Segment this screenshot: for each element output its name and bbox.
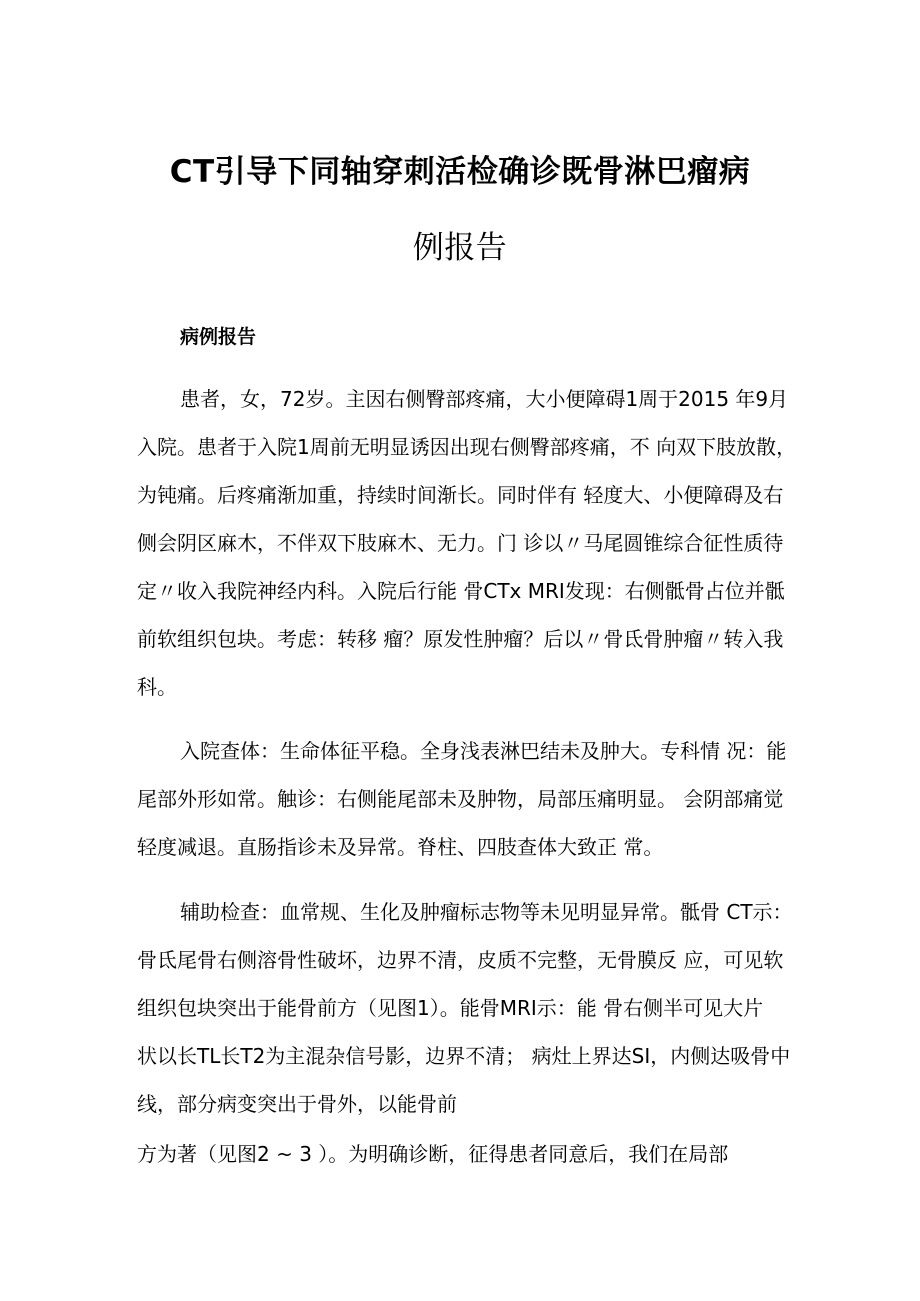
paragraph-1-line-1: 患者，女，72岁。主因右侧臀部疼痛，大小便障碍1周于2015 年9月: [180, 387, 789, 411]
paragraph-3-line-1: 辅助检查：血常规、生化及肿瘤标志物等未见明显异常。骶骨 CT示：: [180, 900, 793, 924]
paragraph-2-line-2: 尾部外形如常。触诊：右侧能尾部未及肿物，局部压痛明显。 会阴部痛觉: [137, 787, 784, 811]
paragraph-1-line-5: 定〃收入我院神经内科。入院后行能 骨CTx MRI发现：右侧骶骨占位并骶: [137, 579, 785, 603]
document-title-line-1: CT引导下同轴穿刺活检确诊既骨淋巴瘤病: [169, 154, 751, 190]
paragraph-3-line-3: 组织包块突出于能骨前方（见图1）。能骨MRI示：能 骨右侧半可见大片: [137, 996, 764, 1020]
paragraph-2-line-1: 入院查体：生命体征平稳。全身浅表淋巴结未及肿大。专科情 况：能: [180, 739, 787, 763]
paragraph-1-line-3: 为钝痛。后疼痛渐加重，持续时间渐长。同时伴有 轻度大、小便障碍及右: [137, 483, 784, 507]
paragraph-2-line-3: 轻度减退。直肠指诊未及异常。脊柱、四肢查体大致正 常。: [137, 835, 664, 859]
paragraph-3-line-4: 状以长TL长T2为主混杂信号影，边界不清； 病灶上界达SI，内侧达吸骨中: [137, 1044, 791, 1068]
section-heading: 病例报告: [180, 326, 257, 348]
paragraph-1-line-6: 前软组织包块。考虑：转移 瘤？原发性肿瘤？后以〃骨氐骨肿瘤〃转入我: [137, 627, 784, 651]
paragraph-3-line-6: 方为著（见图2 ~ 3 ）。为明确诊断，征得患者同意后，我们在局部: [137, 1142, 729, 1166]
paragraph-1-line-7: 科。: [137, 675, 177, 699]
document-title-line-2: 例报告: [412, 230, 508, 266]
paragraph-3-line-2: 骨氐尾骨右侧溶骨性破坏，边界不清，皮质不完整，无骨膜反 应，可见软: [137, 948, 784, 972]
paragraph-3-line-5: 线，部分病变突出于骨外，以能骨前: [137, 1092, 457, 1116]
paragraph-1-line-4: 侧会阴区麻木，不伴双下肢麻木、无力。门 诊以〃马尾圆锥综合征性质待: [137, 531, 784, 555]
paragraph-1-line-2: 入院。患者于入院1周前无明显诱因出现右侧臀部疼痛，不 向双下肢放散，: [137, 435, 797, 459]
